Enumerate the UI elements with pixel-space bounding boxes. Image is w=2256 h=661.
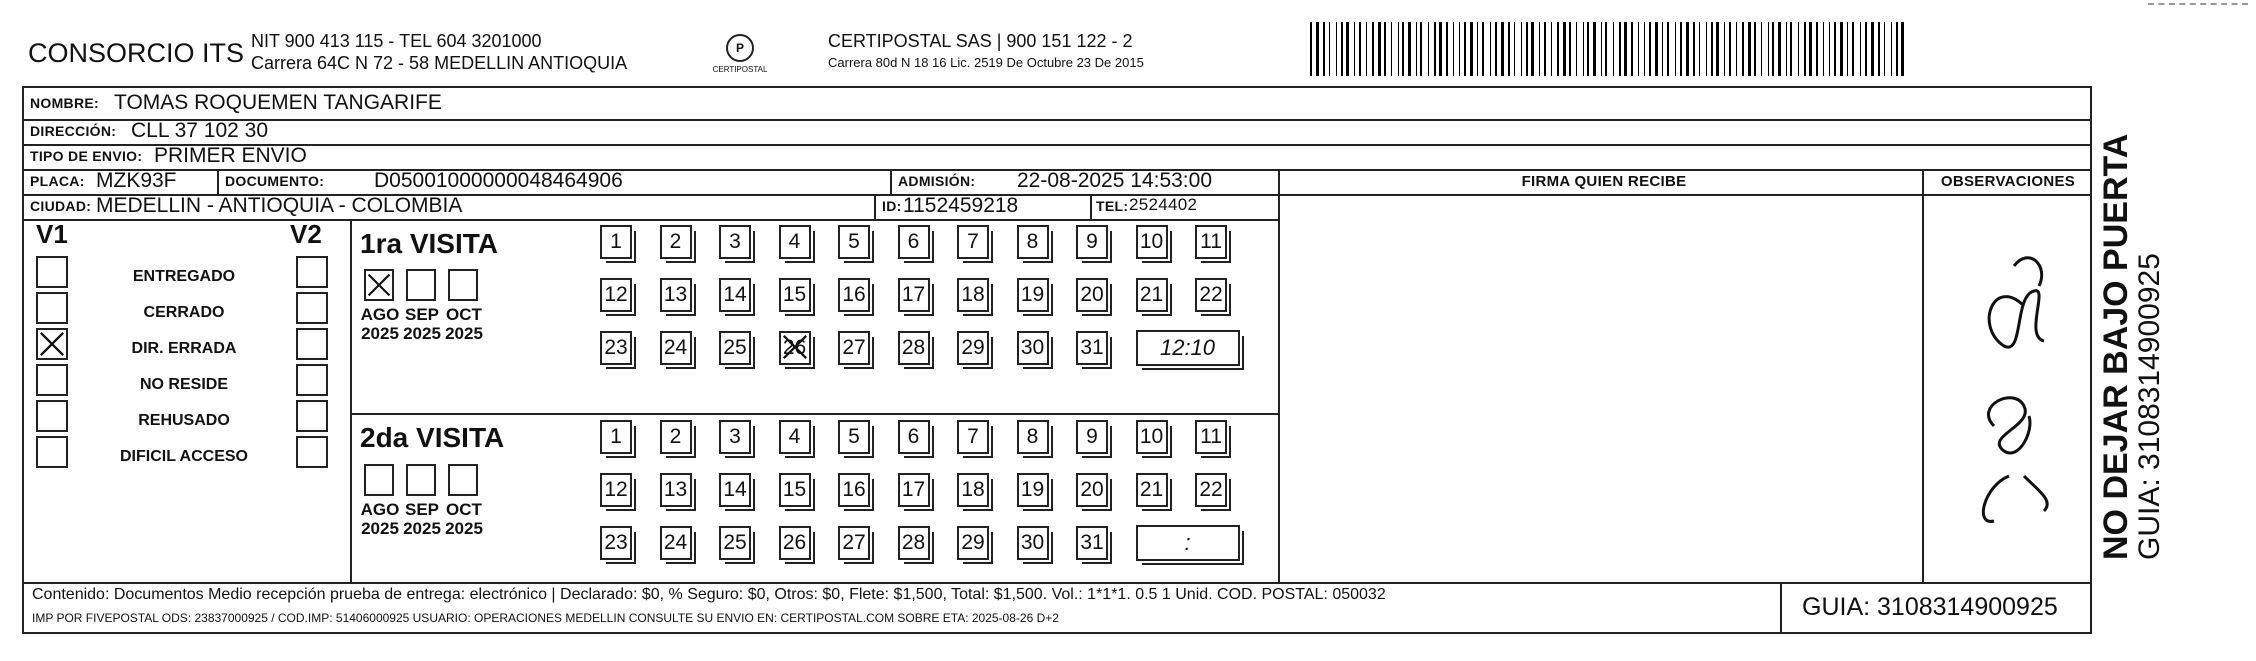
courier-nit: CERTIPOSTAL SAS | 900 151 122 - 2 (828, 31, 1133, 51)
barcode-bar (1601, 22, 1602, 76)
barcode-bar (1495, 22, 1497, 76)
month-checkbox[interactable] (406, 464, 436, 496)
barcode-bar (1521, 22, 1522, 76)
day-box[interactable]: 2 (660, 225, 692, 259)
reason-label: REHUSADO (138, 412, 230, 429)
barcode-bar (1605, 22, 1607, 76)
barcode-bar (1346, 22, 1349, 76)
imp-line: IMP POR FIVEPOSTAL ODS: 23837000925 / COD.IMP: 51406000925 USUARIO: OPERACIONES MEDELLIN CONSULTE SU ENVIO EN: CERTIPOSTAL.COM SOBRE ETA: 2025-08-26 D+2 (32, 611, 1059, 625)
barcode-bar (1482, 22, 1484, 76)
barcode-bar (1655, 22, 1658, 76)
reason-label: NO RESIDE (139, 376, 228, 393)
day-box[interactable]: 12 (600, 473, 632, 507)
day-box[interactable]: 17 (898, 278, 930, 312)
document-label: DOCUMENTO: (225, 173, 325, 189)
day-box[interactable]: 21 (1136, 473, 1168, 507)
barcode-bar (1778, 22, 1781, 76)
day-box[interactable]: 7 (957, 225, 989, 259)
barcode-bar (1901, 22, 1904, 76)
day-box[interactable]: 31 (1076, 526, 1108, 560)
barcode-bar (1434, 22, 1436, 76)
v1-checkbox[interactable] (36, 256, 68, 288)
visit2-title: 2da VISITA (360, 422, 505, 453)
barcode-bar (1359, 22, 1361, 76)
signature-header: FIRMA QUIEN RECIBE (1521, 173, 1687, 190)
barcode-bar (1711, 22, 1713, 76)
month-name: SEP (404, 500, 440, 519)
barcode-bar (1699, 22, 1700, 76)
v2-checkbox[interactable] (296, 256, 328, 288)
barcode-bar (1742, 22, 1744, 76)
barcode-bar (1563, 22, 1566, 76)
barcode-bar (1316, 22, 1319, 76)
content-line: Contenido: Documentos Medio recepción prueba de entrega: electrónico | Declarado: $0, % Seguro: $0, Otros: $0, Flete: $1,500, Total: $1,500. Vol.: 1*1*1. 0.5 1 Unid. COD. POSTAL: 050032 (32, 586, 1386, 603)
v1-label: V1 (36, 219, 68, 249)
barcode-bar (1514, 22, 1515, 76)
barcode-bar (1852, 22, 1854, 76)
v2-checkbox[interactable] (296, 328, 328, 360)
barcode-bar (1761, 22, 1762, 76)
day-box[interactable]: 13 (660, 278, 692, 312)
barcode-bar (1729, 22, 1731, 76)
barcode-bar (1428, 22, 1429, 76)
barcode-bar (1402, 22, 1404, 76)
month-checkbox[interactable] (448, 269, 478, 301)
month-name: SEP (404, 305, 440, 324)
day-box[interactable]: 3 (719, 225, 751, 259)
day-box[interactable]: 9 (1076, 225, 1108, 259)
day-box[interactable]: 6 (898, 225, 930, 259)
barcode-bar (1816, 22, 1818, 76)
day-box[interactable]: 28 (898, 331, 930, 365)
barcode-bar (1470, 22, 1473, 76)
barcode-bar (1736, 22, 1737, 76)
logo-mark-icon: P (726, 34, 754, 62)
barcode-bar (1809, 22, 1812, 76)
month-checkbox[interactable] (406, 269, 436, 301)
day-box[interactable]: 24 (660, 331, 692, 365)
reason-label: DIFICIL ACCESO (119, 448, 248, 465)
barcode-bar (1490, 22, 1491, 76)
barcode-bar (1860, 22, 1861, 76)
barcode-bar (1398, 22, 1399, 76)
barcode-bar (1531, 22, 1534, 76)
month-label (434, 305, 494, 343)
id-label: ID: (882, 198, 902, 214)
v2-checkbox[interactable] (296, 436, 328, 468)
month-name: AGO (360, 305, 400, 324)
day-box[interactable]: 9 (1076, 420, 1108, 454)
barcode-bar (1459, 22, 1460, 76)
barcode-bar (1336, 22, 1337, 76)
company-address: Carrera 64C N 72 - 58 MEDELLIN ANTIOQUIA (251, 53, 628, 73)
city-value: MEDELLIN - ANTIOQUIA - COLOMBIA (96, 194, 463, 217)
recipient-name: TOMAS ROQUEMEN TANGARIFE (114, 91, 442, 114)
day-box[interactable]: 15 (779, 278, 811, 312)
day-box[interactable]: 16 (838, 473, 870, 507)
barcode-bar (1310, 22, 1312, 76)
barcode-bar (1384, 22, 1386, 76)
name-label: NOMBRE: (30, 95, 99, 111)
day-box[interactable]: 30 (1017, 331, 1049, 365)
day-box[interactable]: 16 (838, 278, 870, 312)
day-box[interactable]: 15 (779, 473, 811, 507)
barcode-bar (1576, 22, 1577, 76)
barcode-bar (1768, 22, 1769, 76)
v1-checkbox[interactable] (36, 328, 68, 360)
logo-text: CERTIPOSTAL (712, 65, 768, 74)
day-box[interactable]: 23 (600, 331, 632, 365)
day-box[interactable]: 31 (1076, 331, 1108, 365)
observations-header: OBSERVACIONES (1940, 173, 2076, 190)
day-box[interactable]: 28 (898, 526, 930, 560)
day-box[interactable]: 19 (1017, 473, 1049, 507)
barcode-bar (1453, 22, 1454, 76)
barcode-bar (1329, 22, 1330, 76)
side-panel (2098, 134, 2166, 560)
barcode-bar (1420, 22, 1422, 76)
barcode-bar (1638, 22, 1639, 76)
barcode-bar (1593, 22, 1596, 76)
day-box[interactable]: 3 (719, 420, 751, 454)
month-name: AGO (360, 500, 400, 519)
barcode-bar (1526, 22, 1528, 76)
day-box[interactable]: 14 (719, 278, 751, 312)
day-box[interactable]: 22 (1195, 278, 1227, 312)
barcode-bar (1798, 22, 1799, 76)
courier-license: Carrera 80d N 18 16 Lic. 2519 De Octubre 23 De 2015 (828, 55, 1144, 70)
barcode-bar (1477, 22, 1478, 76)
barcode-bar (1748, 22, 1751, 76)
day-box[interactable]: 18 (957, 278, 989, 312)
barcode-bar (1686, 22, 1689, 76)
day-box[interactable]: 30 (1017, 526, 1049, 560)
month-year: 2025 (445, 519, 483, 538)
day-box[interactable]: 22 (1195, 473, 1227, 507)
month-checkbox[interactable] (448, 464, 478, 496)
v1-checkbox[interactable] (36, 364, 68, 396)
day-box[interactable]: 5 (838, 420, 870, 454)
nit-line: NIT 900 413 115 - TEL 604 3201000 (251, 31, 542, 51)
day-box[interactable]: 10 (1136, 420, 1168, 454)
visit1-title: 1ra VISITA (360, 228, 498, 259)
city-label: CIUDAD: (30, 198, 92, 214)
admission-label: ADMISIÓN: (898, 173, 976, 189)
reason-label: ENTREGADO (132, 268, 236, 285)
delivery-form (22, 86, 2092, 634)
day-box[interactable]: 17 (898, 473, 930, 507)
day-box[interactable]: 1 (600, 225, 632, 259)
barcode-bar (1372, 22, 1374, 76)
side-guia: GUIA: 3108314900925 (2133, 253, 2166, 560)
barcode-bar (1896, 22, 1898, 76)
barcode-bar (1587, 22, 1589, 76)
address-label: DIRECCIÓN: (30, 123, 117, 139)
barcode-bar (1408, 22, 1411, 76)
barcode-bar (1786, 22, 1787, 76)
month-year: 2025 (361, 324, 399, 343)
barcode-bar (1891, 22, 1892, 76)
barcode-bar (1644, 22, 1645, 76)
barcode-bar (1583, 22, 1584, 76)
day-box[interactable]: 11 (1195, 225, 1227, 259)
cut-mark (2148, 3, 2248, 5)
barcode-bar (1829, 22, 1830, 76)
barcode-bar (1557, 22, 1559, 76)
barcode-bar (1772, 22, 1774, 76)
barcode-bar (1439, 22, 1442, 76)
day-box[interactable]: 18 (957, 473, 989, 507)
barcode-bar (1706, 22, 1707, 76)
month-year: 2025 (403, 519, 441, 538)
barcode-bar (1840, 22, 1843, 76)
day-box[interactable]: 6 (898, 420, 930, 454)
admission-value: 22-08-2025 14:53:00 (1017, 169, 1212, 192)
barcode-bar (1680, 22, 1682, 76)
barcode-bar (1501, 22, 1504, 76)
barcode-bar (1624, 22, 1627, 76)
barcode-bar (1834, 22, 1836, 76)
day-box[interactable]: 20 (1076, 473, 1108, 507)
day-box[interactable]: 2 (660, 420, 692, 454)
day-box[interactable]: 14 (719, 473, 751, 507)
barcode-bar (1323, 22, 1325, 76)
day-box[interactable]: 21 (1136, 278, 1168, 312)
certipostal-logo (712, 34, 768, 78)
barcode-bar (1354, 22, 1355, 76)
company-contact (251, 30, 627, 74)
crossed-day-number: 26 (782, 336, 807, 359)
v2-checkbox[interactable] (296, 400, 328, 432)
month-name: OCT (446, 305, 482, 324)
day-box[interactable]: 5 (838, 225, 870, 259)
barcode-bar (1675, 22, 1676, 76)
month-year: 2025 (361, 519, 399, 538)
barcode-bar (1667, 22, 1669, 76)
shipping-type: PRIMER ENVIO (154, 144, 307, 167)
barcode-bar (1378, 22, 1381, 76)
barcode-bar (1366, 22, 1367, 76)
barcode-bar (1847, 22, 1848, 76)
day-box[interactable]: 8 (1017, 225, 1049, 259)
month-checkbox[interactable] (364, 269, 394, 301)
barcode-bar (1716, 22, 1719, 76)
company-name: CONSORCIO ITS (28, 38, 245, 68)
day-box[interactable]: 19 (1017, 278, 1049, 312)
reason-label: CERRADO (143, 304, 225, 321)
day-box[interactable]: 13 (660, 473, 692, 507)
day-box[interactable]: 1 (600, 420, 632, 454)
day-box[interactable]: 27 (838, 331, 870, 365)
plate-value: MZK93F (96, 169, 177, 192)
barcode-bar (1754, 22, 1756, 76)
document-value: D05001000000048464906 (374, 169, 623, 192)
day-box[interactable]: 25 (719, 331, 751, 365)
barcode-bar (1416, 22, 1417, 76)
day-box[interactable]: 25 (719, 526, 751, 560)
day-box[interactable]: 20 (1076, 278, 1108, 312)
barcode-bar (1464, 22, 1466, 76)
barcode-bar (1341, 22, 1343, 76)
tel-label: TEL: (1096, 198, 1129, 214)
barcode-bar (1865, 22, 1867, 76)
day-box[interactable]: 10 (1136, 225, 1168, 259)
day-box[interactable]: 11 (1195, 420, 1227, 454)
barcode-bar (1649, 22, 1651, 76)
shipping-type-label: TIPO DE ENVIO: (30, 148, 143, 164)
day-box[interactable]: 26 (779, 526, 811, 560)
month-year: 2025 (403, 324, 441, 343)
barcode-bar (1569, 22, 1571, 76)
barcode-bar (1804, 22, 1806, 76)
month-year: 2025 (445, 324, 483, 343)
month-label (434, 500, 494, 538)
courier-info (828, 30, 1144, 74)
barcode-bar (1631, 22, 1633, 76)
barcode-bar (1619, 22, 1621, 76)
day-box[interactable]: 7 (957, 420, 989, 454)
time-field[interactable]: : (1136, 525, 1240, 561)
barcode (1310, 22, 1906, 76)
barcode-bar (1613, 22, 1614, 76)
barcode-bar (1446, 22, 1448, 76)
do-not-leave-warning: NO DEJAR BAJO PUERTA (2097, 133, 2135, 560)
day-box[interactable]: 23 (600, 526, 632, 560)
barcode-bar (1551, 22, 1552, 76)
v1-checkbox[interactable] (36, 400, 68, 432)
barcode-bar (1724, 22, 1725, 76)
v1-checkbox[interactable] (36, 292, 68, 324)
barcode-bar (1884, 22, 1885, 76)
day-box[interactable]: 8 (1017, 420, 1049, 454)
day-box[interactable]: 4 (779, 420, 811, 454)
barcode-bar (1878, 22, 1880, 76)
plate-label: PLACA: (30, 173, 85, 189)
month-checkbox[interactable] (364, 464, 394, 496)
handwritten-signature (1954, 236, 2064, 536)
day-box-crossed[interactable] (779, 331, 811, 365)
tel-value: 2524402 (1129, 195, 1198, 214)
barcode-bar (1871, 22, 1874, 76)
barcode-bar (1823, 22, 1824, 76)
day-box[interactable]: 24 (660, 526, 692, 560)
v2-checkbox[interactable] (296, 364, 328, 396)
month-name: OCT (446, 500, 482, 519)
cross-mark-icon (781, 333, 809, 363)
barcode-bar (1391, 22, 1392, 76)
v2-label: V2 (290, 219, 322, 249)
barcode-bar (1539, 22, 1540, 76)
day-box[interactable]: 29 (957, 526, 989, 560)
barcode-bar (1544, 22, 1546, 76)
day-box[interactable]: 4 (779, 225, 811, 259)
id-value: 1152459218 (903, 194, 1019, 217)
day-box[interactable]: 29 (957, 331, 989, 365)
barcode-bar (1508, 22, 1510, 76)
barcode-bar (1790, 22, 1792, 76)
recipient-address: CLL 37 102 30 (131, 119, 269, 142)
day-box[interactable]: 27 (838, 526, 870, 560)
v2-checkbox[interactable] (296, 292, 328, 324)
time-field[interactable]: 12:10 (1136, 330, 1240, 366)
guia-number: GUIA: 3108314900925 (1802, 593, 2058, 621)
barcode-bar (1662, 22, 1663, 76)
v1-checkbox[interactable] (36, 436, 68, 468)
barcode-bar (1693, 22, 1695, 76)
reason-label: DIR. ERRADA (131, 340, 237, 357)
day-box[interactable]: 12 (600, 278, 632, 312)
